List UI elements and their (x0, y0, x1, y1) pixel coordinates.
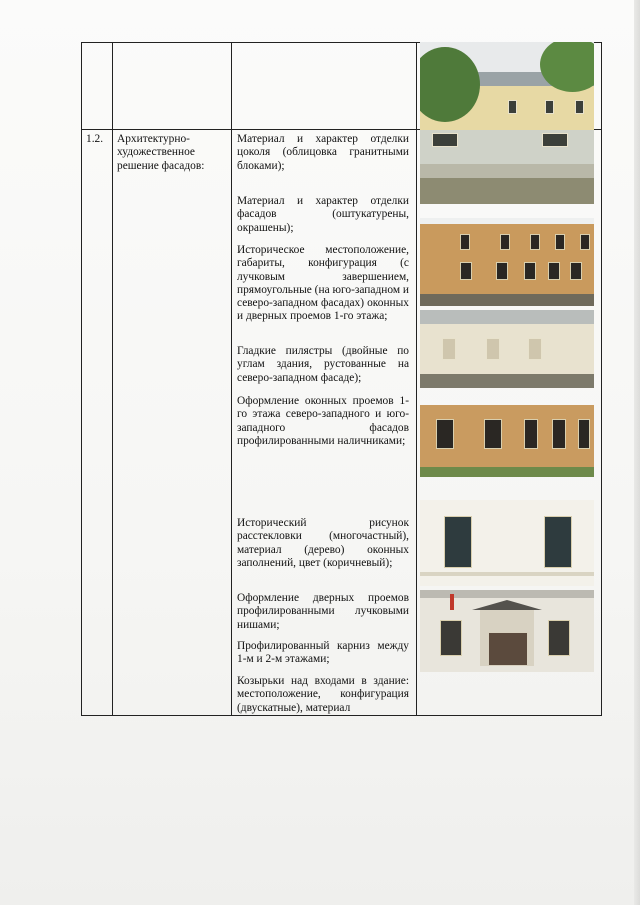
photo-plinth (420, 130, 594, 204)
table-border-bottom (81, 715, 602, 716)
item-cornice: Профилированный карниз между 1-м и 2-м этажами; (237, 640, 409, 666)
table-border-left (81, 42, 82, 716)
item-pilasters: Гладкие пилястры (двойные по углам здания, рустованные на северо-западном фасаде); (237, 345, 409, 384)
photo-pilasters (420, 310, 594, 388)
item-window-trims: Оформление оконных проемов 1-го этажа северо-западного и юго-западного фасадов профилированными наличниками; (237, 395, 409, 447)
photo-window-trims (420, 405, 594, 477)
item-openings: Историческое местоположение, габариты, конфигурация (с лучковым завершением, прямоугольные (на юго-западном и северо-западном фасадах) оконных и дверных проемов 1-го этажа; (237, 244, 409, 323)
item-facade-finish: Материал и характер отделки фасадов (оштукатурены, окрашены); (237, 195, 409, 234)
photo-window-glazing (420, 500, 594, 586)
photo-entrance-canopy (420, 590, 594, 672)
item-plinth: Материал и характер отделки цоколя (облицовка гранитными блоками); (237, 133, 409, 172)
item-canopies: Козырьки над входами в здание: местоположение, конфигурация (двускатные), материал (237, 675, 409, 714)
page-edge-shadow (634, 0, 640, 905)
table-divider-3 (416, 42, 417, 716)
section-title: Архитектурно-художественное решение фасадов: (117, 133, 205, 172)
row-number: 1.2. (86, 133, 104, 145)
table-divider-2 (231, 42, 232, 716)
item-glazing: Исторический рисунок расстекловки (многочастный), материал (дерево) оконных заполнений, цвет (коричневый); (237, 517, 409, 569)
table-border-right (601, 42, 602, 716)
photo-building-corner (420, 42, 594, 130)
item-door-niches: Оформление дверных проемов профилированными лучковыми нишами; (237, 592, 409, 631)
table-divider-1 (112, 42, 113, 716)
photo-ochre-facade (420, 218, 594, 306)
